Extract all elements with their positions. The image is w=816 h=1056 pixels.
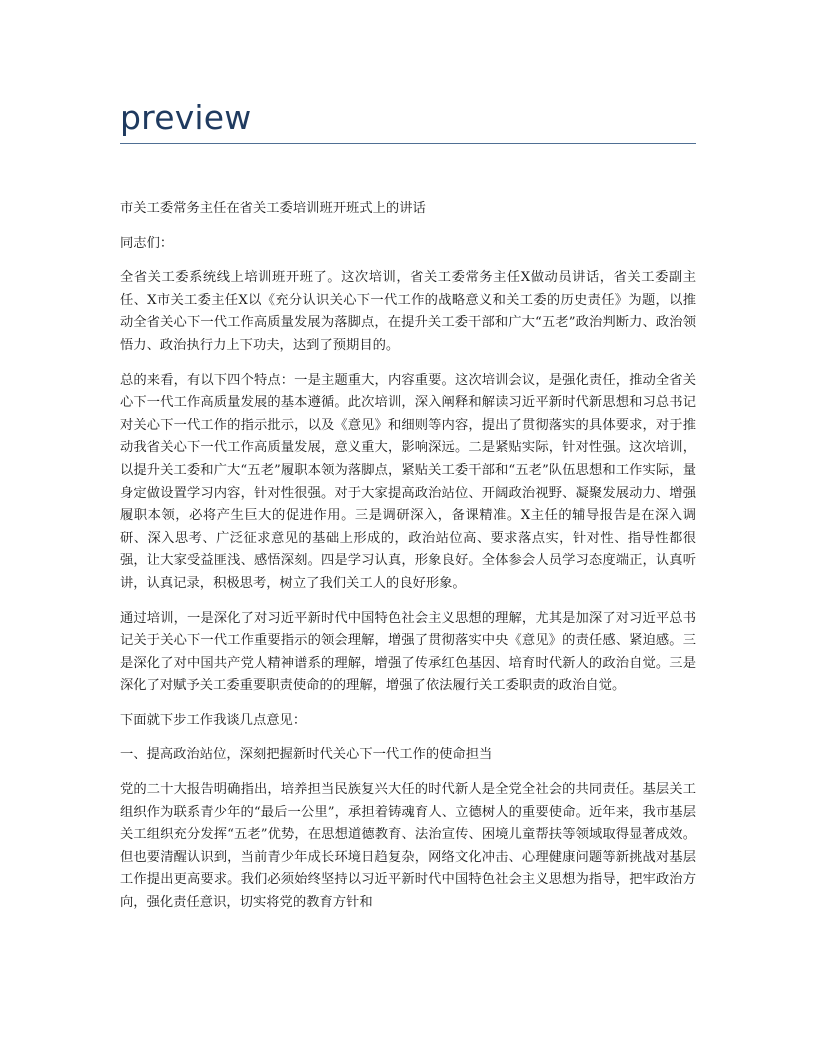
document-body (120, 198, 696, 927)
section-heading: 一、提高政治站位，深刻把握新时代关心下一代工作的使命担当 (120, 747, 493, 763)
paragraph: 下面就下步工作我谈几点意见： (120, 712, 307, 728)
paragraph: 通过培训，一是深化了对习近平新时代中国特色社会主义思想的理解，尤其是加深了对习近平总书记关于关心下一代工作重要指示的领会理解，增强了贯彻落实中央《意见》的责任感、紧迫感。三是深化了对中国共产党人精神谱系的理解，增强了传承红色基因、培育时代新人的政治自觉。三是深化了对赋予关工委重要职责使命的的理解，增强了依法履行关工委职责的政治自觉。 (120, 610, 696, 694)
document-title: preview (120, 98, 252, 137)
title-divider (120, 143, 696, 144)
paragraph: 总的来看，有以下四个特点：一是主题重大，内容重要。这次培训会议，是强化责任，推动全省关心下一代工作高质量发展的基本遵循。此次培训，深入阐释和解读习近平新时代新思想和习总书记对关心下一代工作的指示批示，以及《意见》和细则等内容，提出了贯彻落实的具体要求，对于推动我省关心下一代工作高质量发展，意义重大，影响深远。二是紧贴实际，针对性强。这次培训，以提升关工委和广大“五老”履职本领为落脚点，紧贴关工委干部和“五老”队伍思想和工作实际，量身定做设置学习内容，针对性很强。对于大家提高政治站位、开阔政治视野、凝聚发展动力、增强履职本领，必将产生巨大的促进作用。三是调研深入，备课精准。X主任的辅导报告是在深入调研、深入思考、广泛征求意见的基础上形成的，政治站位高、要求落点实，针对性、指导性都很强，让大家受益匪浅、感悟深刻。四是学习认真，形象良好。全体参会人员学习态度端正，认真听讲，认真记录，积极思考，树立了我们关工人的良好形象。 (120, 372, 696, 591)
salutation: 同志们： (120, 235, 174, 251)
paragraph: 全省关工委系统线上培训班开班了。这次培训，省关工委常务主任X做动员讲话，省关工委副主任、X市关工委主任X以《充分认识关心下一代工作的战略意义和关工委的历史责任》为题，以推动全省关心下一代工作高质量发展为落脚点，在提升关工委干部和广大“五老”政治判断力、政治领悟力、政治执行力上下功夫，达到了预期目的。 (120, 270, 696, 353)
paragraph: 党的二十大报告明确指出，培养担当民族复兴大任的时代新人是全党全社会的共同责任。基层关工组织作为联系青少年的“最后一公里”，承担着铸魂育人、立德树人的重要使命。近年来，我市基层关工组织充分发挥“五老”优势，在思想道德教育、法治宣传、困境儿童帮扶等领域取得显著成效。但也要清醒认识到，当前青少年成长环境日趋复杂，网络文化冲击、心理健康问题等新挑战对基层工作提出更高要求。我们必须始终坚持以习近平新时代中国特色社会主义思想为指导，把牢政治方向，强化责任意识，切实将党的教育方针和 (120, 782, 696, 911)
speech-heading: 市关工委常务主任在省关工委培训班开班式上的讲话 (120, 201, 426, 216)
